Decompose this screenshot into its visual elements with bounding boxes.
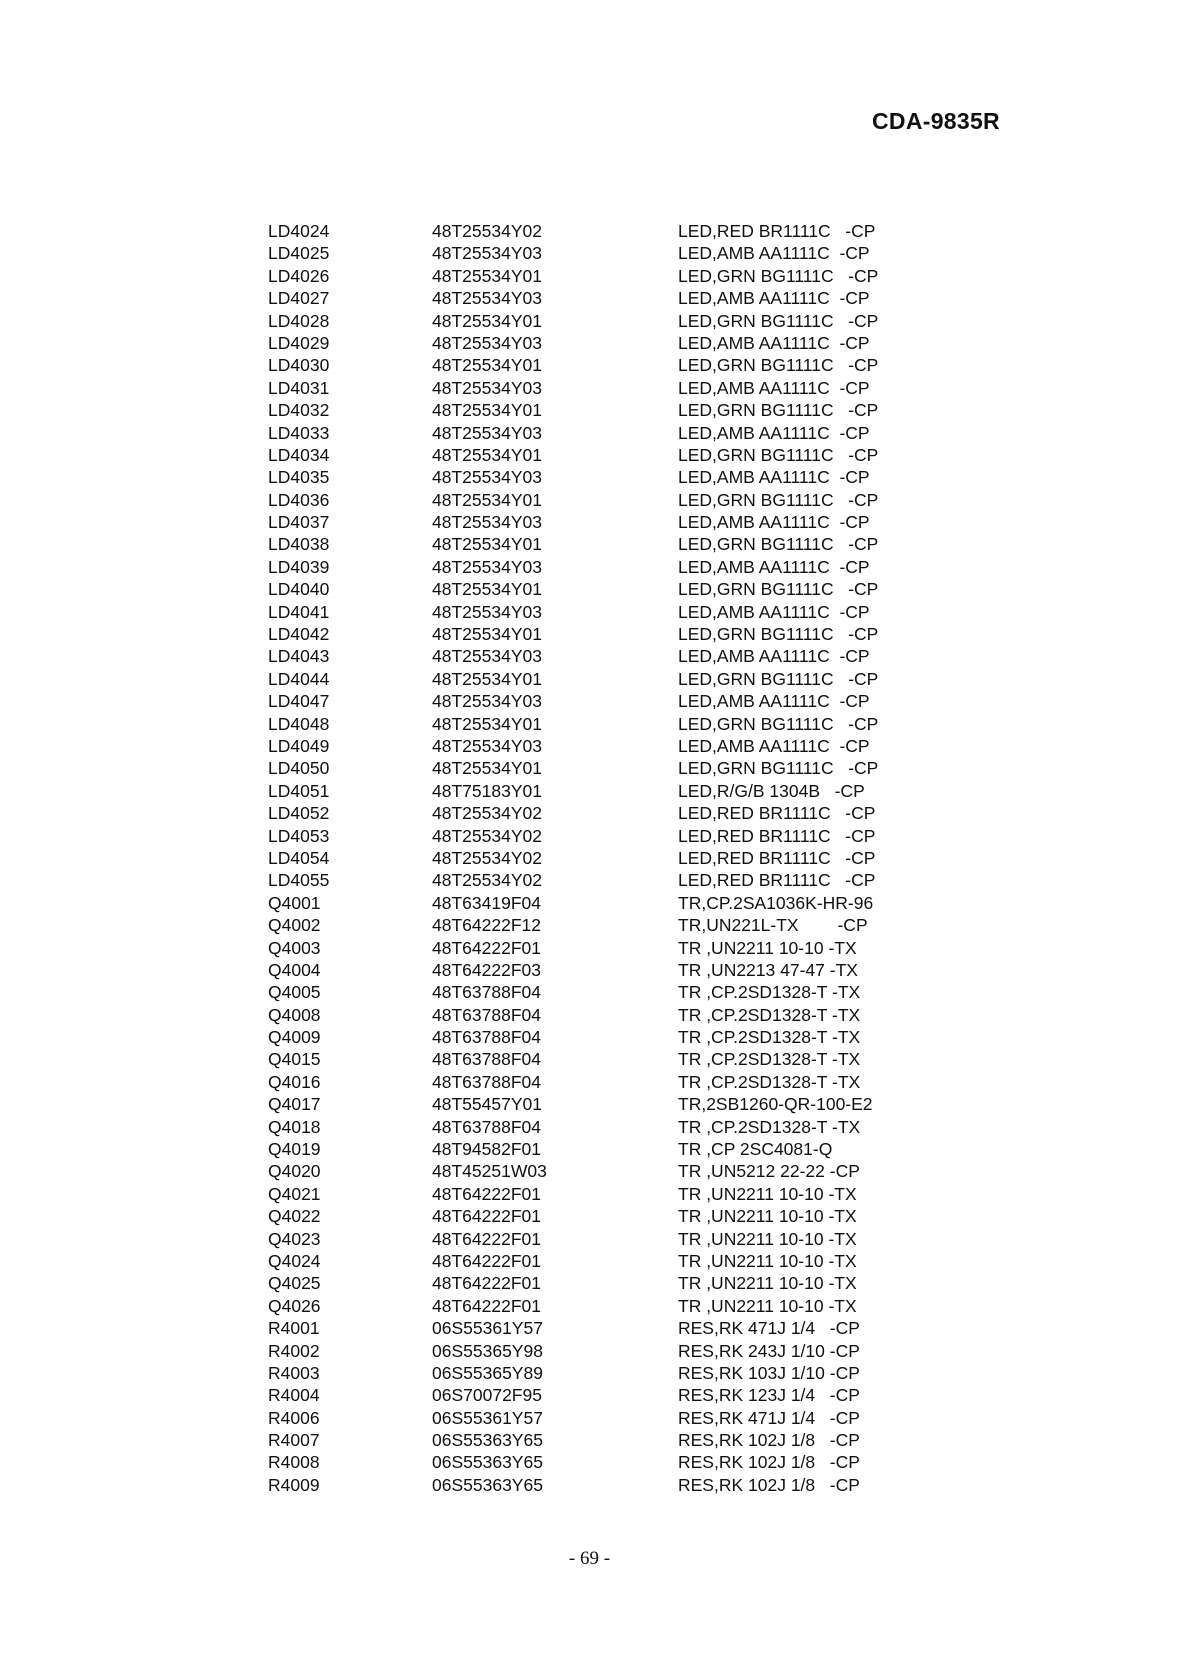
part-description: TR,CP.2SA1036K-HR-96 <box>678 892 874 913</box>
part-description: TR ,UN2211 10-10 -TX <box>678 1250 857 1271</box>
part-number: 48T25534Y03 <box>432 288 542 309</box>
part-description: LED,RED BR1111C -CP <box>678 847 876 868</box>
part-number: 06S55361Y57 <box>432 1407 543 1428</box>
part-description: LED,AMB AA1111C -CP <box>678 243 870 264</box>
part-description: LED,GRN BG1111C -CP <box>678 355 879 376</box>
part-number: 06S55365Y89 <box>432 1362 543 1383</box>
part-number: 48T64222F03 <box>432 959 541 980</box>
part-number: 48T45251W03 <box>432 1161 547 1182</box>
part-description: LED,RED BR1111C -CP <box>678 870 876 891</box>
part-ref: Q4021 <box>268 1183 321 1204</box>
part-ref: Q4015 <box>268 1049 321 1070</box>
part-ref: R4007 <box>268 1430 320 1451</box>
part-ref: Q4002 <box>268 915 321 936</box>
part-description: RES,RK 102J 1/8 -CP <box>678 1474 860 1495</box>
parts-row <box>268 422 928 444</box>
parts-row <box>268 1183 928 1205</box>
part-description: TR ,UN2211 10-10 -TX <box>678 1183 857 1204</box>
part-description: LED,GRN BG1111C -CP <box>678 534 879 555</box>
part-ref: LD4050 <box>268 758 330 779</box>
part-number: 48T25534Y02 <box>432 847 542 868</box>
parts-row <box>268 556 928 578</box>
part-number: 48T63788F04 <box>432 1071 541 1092</box>
parts-row <box>268 578 928 600</box>
part-description: TR ,CP.2SD1328-T -TX <box>678 1004 861 1025</box>
part-ref: R4001 <box>268 1318 320 1339</box>
part-number: 48T64222F01 <box>432 1295 541 1316</box>
part-description: LED,AMB AA1111C -CP <box>678 735 870 756</box>
part-number: 48T25534Y03 <box>432 422 542 443</box>
part-ref: LD4025 <box>268 243 330 264</box>
part-ref: Q4024 <box>268 1250 321 1271</box>
part-description: RES,RK 102J 1/8 -CP <box>678 1452 860 1473</box>
parts-row <box>268 1048 928 1070</box>
part-number: 48T25534Y03 <box>432 377 542 398</box>
part-ref: LD4043 <box>268 646 330 667</box>
part-ref: R4004 <box>268 1385 320 1406</box>
part-ref: LD4042 <box>268 624 330 645</box>
parts-row <box>268 645 928 667</box>
part-number: 06S55365Y98 <box>432 1340 543 1361</box>
part-description: RES,RK 123J 1/4 -CP <box>678 1385 860 1406</box>
part-number: 48T25534Y01 <box>432 713 542 734</box>
part-description: LED,AMB AA1111C -CP <box>678 556 870 577</box>
part-number: 48T63419F04 <box>432 892 541 913</box>
parts-row <box>268 959 928 981</box>
part-ref: Q4017 <box>268 1094 321 1115</box>
part-description: LED,AMB AA1111C -CP <box>678 512 870 533</box>
part-description: LED,R/G/B 1304B -CP <box>678 780 865 801</box>
part-ref: LD4036 <box>268 489 330 510</box>
parts-row <box>268 489 928 511</box>
part-number: 48T25534Y03 <box>432 646 542 667</box>
parts-row <box>268 1340 928 1362</box>
part-number: 48T25534Y01 <box>432 310 542 331</box>
part-number: 48T64222F01 <box>432 1206 541 1227</box>
part-description: LED,AMB AA1111C -CP <box>678 377 870 398</box>
parts-row <box>268 937 928 959</box>
part-description: LED,RED BR1111C -CP <box>678 221 876 241</box>
parts-row <box>268 466 928 488</box>
part-description: RES,RK 243J 1/10 -CP <box>678 1340 860 1361</box>
parts-row <box>268 1474 928 1496</box>
part-description: TR ,CP.2SD1328-T -TX <box>678 1049 861 1070</box>
part-ref: LD4038 <box>268 534 330 555</box>
parts-row <box>268 914 928 936</box>
part-ref: R4003 <box>268 1362 320 1383</box>
parts-row <box>268 377 928 399</box>
part-ref: LD4039 <box>268 556 330 577</box>
part-ref: LD4048 <box>268 713 330 734</box>
part-ref: Q4004 <box>268 959 321 980</box>
part-number: 48T25534Y01 <box>432 444 542 465</box>
parts-row <box>268 1228 928 1250</box>
parts-row <box>268 735 928 757</box>
part-description: RES,RK 471J 1/4 -CP <box>678 1407 860 1428</box>
part-number: 48T64222F01 <box>432 1183 541 1204</box>
part-description: RES,RK 102J 1/8 -CP <box>678 1430 860 1451</box>
part-number: 48T25534Y03 <box>432 512 542 533</box>
parts-row <box>268 354 928 376</box>
part-ref: Q4023 <box>268 1228 321 1249</box>
part-number: 48T25534Y01 <box>432 668 542 689</box>
part-ref: Q4001 <box>268 892 321 913</box>
part-description: LED,GRN BG1111C -CP <box>678 310 879 331</box>
parts-row <box>268 242 928 264</box>
part-description: LED,GRN BG1111C -CP <box>678 400 879 421</box>
part-number: 48T64222F01 <box>432 1228 541 1249</box>
part-description: LED,GRN BG1111C -CP <box>678 624 879 645</box>
parts-row <box>268 533 928 555</box>
part-ref: Q4008 <box>268 1004 321 1025</box>
part-ref: LD4032 <box>268 400 330 421</box>
part-description: LED,GRN BG1111C -CP <box>678 265 879 286</box>
part-number: 48T25534Y03 <box>432 601 542 622</box>
part-number: 48T25534Y03 <box>432 332 542 353</box>
part-ref: LD4040 <box>268 579 330 600</box>
part-number: 48T25534Y02 <box>432 870 542 891</box>
part-ref: LD4026 <box>268 265 330 286</box>
part-description: LED,AMB AA1111C -CP <box>678 332 870 353</box>
part-number: 06S70072F95 <box>432 1385 542 1406</box>
parts-row <box>268 623 928 645</box>
part-number: 48T25534Y03 <box>432 556 542 577</box>
parts-row <box>268 1160 928 1182</box>
part-ref: Q4022 <box>268 1206 321 1227</box>
part-number: 06S55361Y57 <box>432 1318 543 1339</box>
part-ref: LD4034 <box>268 444 330 465</box>
parts-row <box>268 1138 928 1160</box>
part-ref: LD4033 <box>268 422 330 443</box>
part-description: LED,GRN BG1111C -CP <box>678 713 879 734</box>
parts-row <box>268 1362 928 1384</box>
part-number: 48T63788F04 <box>432 1027 541 1048</box>
part-description: TR,2SB1260-QR-100-E2 <box>678 1094 873 1115</box>
part-description: TR ,UN2213 47-47 -TX <box>678 959 858 980</box>
part-number: 48T25534Y02 <box>432 221 542 241</box>
parts-row <box>268 892 928 914</box>
part-ref: LD4052 <box>268 803 330 824</box>
parts-row <box>268 1429 928 1451</box>
parts-row <box>268 1384 928 1406</box>
part-description: TR,UN221L-TX -CP <box>678 915 868 936</box>
part-description: LED,RED BR1111C -CP <box>678 803 876 824</box>
part-description: LED,GRN BG1111C -CP <box>678 758 879 779</box>
part-ref: Q4020 <box>268 1161 321 1182</box>
part-number: 48T25534Y01 <box>432 400 542 421</box>
parts-row <box>268 1205 928 1227</box>
part-ref: LD4030 <box>268 355 330 376</box>
parts-row <box>268 265 928 287</box>
part-number: 48T25534Y01 <box>432 355 542 376</box>
part-ref: Q4005 <box>268 982 321 1003</box>
part-ref: LD4037 <box>268 512 330 533</box>
part-number: 48T64222F01 <box>432 1250 541 1271</box>
part-number: 48T64222F01 <box>432 1273 541 1294</box>
part-number: 48T25534Y03 <box>432 467 542 488</box>
part-ref: LD4051 <box>268 780 330 801</box>
part-description: TR ,UN2211 10-10 -TX <box>678 1228 857 1249</box>
part-description: LED,AMB AA1111C -CP <box>678 646 870 667</box>
parts-row <box>268 1407 928 1429</box>
part-number: 48T64222F12 <box>432 915 541 936</box>
parts-row <box>268 1451 928 1473</box>
part-ref: LD4027 <box>268 288 330 309</box>
parts-row <box>268 713 928 735</box>
part-ref: LD4041 <box>268 601 330 622</box>
part-ref: LD4035 <box>268 467 330 488</box>
part-ref: LD4028 <box>268 310 330 331</box>
part-ref: LD4047 <box>268 691 330 712</box>
parts-row <box>268 869 928 891</box>
part-number: 06S55363Y65 <box>432 1430 543 1451</box>
part-description: LED,GRN BG1111C -CP <box>678 444 879 465</box>
part-description: LED,GRN BG1111C -CP <box>678 668 879 689</box>
part-description: TR ,UN2211 10-10 -TX <box>678 1295 857 1316</box>
part-number: 48T25534Y03 <box>432 243 542 264</box>
part-number: 48T55457Y01 <box>432 1094 542 1115</box>
parts-row <box>268 220 928 242</box>
part-ref: LD4053 <box>268 825 330 846</box>
part-ref: LD4054 <box>268 847 330 868</box>
part-number: 48T63788F04 <box>432 1049 541 1070</box>
parts-row <box>268 601 928 623</box>
parts-row <box>268 757 928 779</box>
part-description: RES,RK 103J 1/10 -CP <box>678 1362 860 1383</box>
part-description: LED,AMB AA1111C -CP <box>678 467 870 488</box>
model-title: CDA-9835R <box>872 108 1000 134</box>
parts-row <box>268 444 928 466</box>
parts-row <box>268 1317 928 1339</box>
part-ref: LD4024 <box>268 221 330 241</box>
part-number: 48T25534Y02 <box>432 803 542 824</box>
parts-row <box>268 1272 928 1294</box>
parts-row <box>268 287 928 309</box>
parts-row <box>268 1295 928 1317</box>
part-number: 48T25534Y01 <box>432 489 542 510</box>
part-description: LED,AMB AA1111C -CP <box>678 601 870 622</box>
part-number: 48T25534Y01 <box>432 758 542 779</box>
part-description: LED,AMB AA1111C -CP <box>678 691 870 712</box>
parts-row <box>268 668 928 690</box>
parts-list <box>268 220 928 1496</box>
part-description: LED,GRN BG1111C -CP <box>678 489 879 510</box>
part-number: 48T94582F01 <box>432 1139 541 1160</box>
part-description: TR ,UN2211 10-10 -TX <box>678 1273 857 1294</box>
part-number: 48T63788F04 <box>432 1004 541 1025</box>
part-description: LED,GRN BG1111C -CP <box>678 579 879 600</box>
parts-row <box>268 1071 928 1093</box>
part-ref: LD4031 <box>268 377 330 398</box>
part-number: 48T25534Y02 <box>432 825 542 846</box>
parts-row <box>268 847 928 869</box>
part-description: TR ,UN2211 10-10 -TX <box>678 1206 857 1227</box>
part-description: TR ,UN2211 10-10 -TX <box>678 937 857 958</box>
part-ref: Q4025 <box>268 1273 321 1294</box>
part-number: 48T75183Y01 <box>432 780 542 801</box>
parts-row <box>268 1004 928 1026</box>
parts-row <box>268 1116 928 1138</box>
parts-row <box>268 511 928 533</box>
part-ref: LD4029 <box>268 332 330 353</box>
part-description: TR ,CP.2SD1328-T -TX <box>678 1027 861 1048</box>
part-description: TR ,CP.2SD1328-T -TX <box>678 982 861 1003</box>
parts-row <box>268 332 928 354</box>
part-number: 48T64222F01 <box>432 937 541 958</box>
part-ref: Q4016 <box>268 1071 321 1092</box>
part-ref: Q4009 <box>268 1027 321 1048</box>
page-number: - 69 - <box>568 1548 611 1569</box>
part-number: 48T25534Y01 <box>432 265 542 286</box>
parts-row <box>268 1250 928 1272</box>
part-description: TR ,CP.2SD1328-T -TX <box>678 1116 861 1137</box>
parts-row <box>268 802 928 824</box>
part-number: 48T25534Y03 <box>432 735 542 756</box>
part-number: 48T25534Y01 <box>432 534 542 555</box>
part-ref: R4009 <box>268 1474 320 1495</box>
part-description: LED,AMB AA1111C -CP <box>678 288 870 309</box>
part-number: 48T63788F04 <box>432 982 541 1003</box>
part-number: 48T25534Y01 <box>432 579 542 600</box>
part-number: 06S55363Y65 <box>432 1452 543 1473</box>
part-description: LED,RED BR1111C -CP <box>678 825 876 846</box>
parts-row <box>268 310 928 332</box>
part-ref: Q4018 <box>268 1116 321 1137</box>
part-ref: LD4044 <box>268 668 330 689</box>
part-description: RES,RK 471J 1/4 -CP <box>678 1318 860 1339</box>
parts-row <box>268 981 928 1003</box>
parts-row <box>268 1026 928 1048</box>
part-description: TR ,CP.2SD1328-T -TX <box>678 1071 861 1092</box>
parts-row <box>268 1093 928 1115</box>
part-number: 48T25534Y01 <box>432 624 542 645</box>
part-ref: R4008 <box>268 1452 320 1473</box>
part-ref: Q4026 <box>268 1295 321 1316</box>
parts-row <box>268 690 928 712</box>
part-description: TR ,CP 2SC4081-Q <box>678 1139 833 1160</box>
part-ref: R4002 <box>268 1340 320 1361</box>
parts-row <box>268 825 928 847</box>
part-number: 48T63788F04 <box>432 1116 541 1137</box>
parts-row <box>268 780 928 802</box>
parts-row <box>268 399 928 421</box>
part-description: LED,AMB AA1111C -CP <box>678 422 870 443</box>
part-description: TR ,UN5212 22-22 -CP <box>678 1161 860 1182</box>
part-ref: R4006 <box>268 1407 320 1428</box>
part-number: 48T25534Y03 <box>432 691 542 712</box>
part-ref: Q4003 <box>268 937 321 958</box>
part-number: 06S55363Y65 <box>432 1474 543 1495</box>
part-ref: Q4019 <box>268 1139 321 1160</box>
part-ref: LD4049 <box>268 735 330 756</box>
part-ref: LD4055 <box>268 870 330 891</box>
